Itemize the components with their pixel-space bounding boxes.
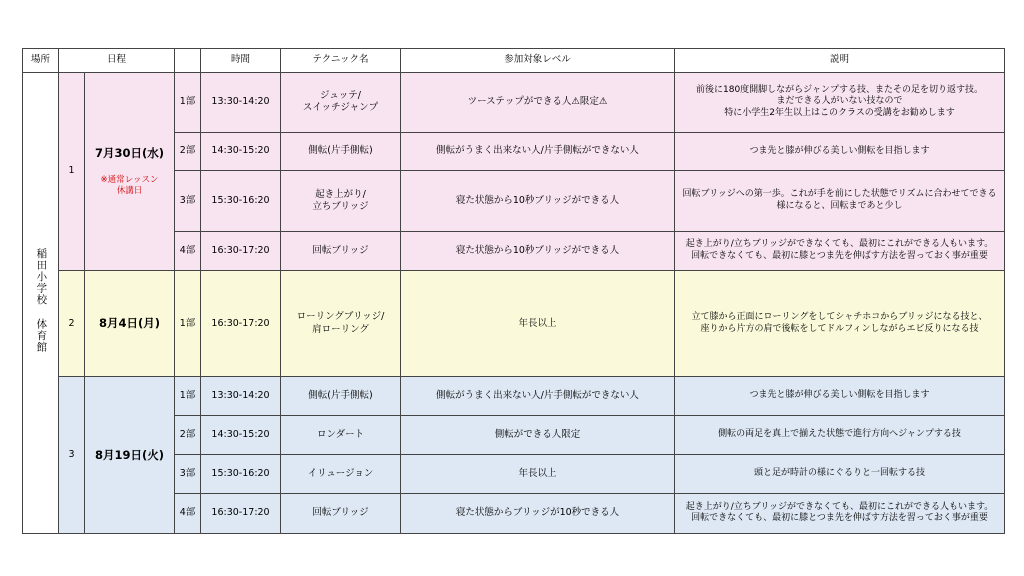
part-cell: 1部	[175, 73, 201, 133]
level-cell: 年長以上	[401, 271, 675, 377]
session-date: 8月19日(火)	[94, 447, 165, 462]
description-cell: 回転ブリッジへの第一歩。これが手を前にした状態でリズムに合わせてできる 様になると、回転まであと少し	[675, 171, 1005, 232]
description-cell: 頭と足が時計の様にぐるりと一回転する技	[675, 455, 1005, 493]
time-cell: 15:30-16:20	[201, 455, 281, 493]
part-cell: 4部	[175, 231, 201, 270]
session-date-cell	[85, 271, 175, 377]
header-venue: 場所	[23, 49, 59, 73]
venue-label: 稲田小学校 体育館	[35, 248, 48, 354]
session-date: 8月4日(月)	[99, 316, 161, 331]
technique-cell: 回転ブリッジ	[281, 493, 401, 534]
description-cell: 前後に180度開脚しながらジャンプする技、またその足を切り返す技。 まだできる人がいない技なので 特に小学生2年生以上はこのクラスの受講をお勧めします	[675, 73, 1005, 133]
schedule-table	[22, 48, 1005, 534]
time-cell: 14:30-15:20	[201, 415, 281, 454]
header-description: 説明	[675, 49, 1005, 73]
technique-cell: ローリングブリッジ/ 肩ローリング	[281, 271, 401, 377]
level-cell: 側転がうまく出来ない人/片手側転ができない人	[401, 377, 675, 415]
technique-cell: ロンダート	[281, 415, 401, 454]
session-number: 3	[59, 377, 85, 534]
header-schedule: 日程	[59, 49, 175, 73]
session-date: 7月30日(水)	[94, 146, 165, 161]
time-cell: 15:30-16:20	[201, 171, 281, 232]
venue-cell	[23, 73, 59, 534]
level-cell: 寝た状態から10秒ブリッジができる人	[401, 171, 675, 232]
session-number: 2	[59, 271, 85, 377]
part-cell: 4部	[175, 493, 201, 534]
session-date-cell	[85, 73, 175, 271]
table-row	[23, 377, 1005, 415]
level-cell: 寝た状態から10秒ブリッジができる人	[401, 231, 675, 270]
header-technique: テクニック名	[281, 49, 401, 73]
description-cell: 立て膝から正面にローリングをしてシャチホコからブリッジになる技と、 座りから片方の肩で後転をしてドルフィンしながらエビ反りになる技	[675, 271, 1005, 377]
description-cell: つま先と膝が伸びる美しい側転を目指します	[675, 377, 1005, 415]
level-cell: 寝た状態からブリッジが10秒できる人	[401, 493, 675, 534]
time-cell: 13:30-14:20	[201, 73, 281, 133]
time-cell: 16:30-17:20	[201, 271, 281, 377]
time-cell: 14:30-15:20	[201, 132, 281, 170]
technique-cell: イリュージョン	[281, 455, 401, 493]
description-cell: 起き上がり/立ちブリッジができなくても、最初にこれができる人もいます。 回転できなくても、最初に膝とつま先を伸ばす方法を習っておく事が重要	[675, 493, 1005, 534]
part-cell: 2部	[175, 415, 201, 454]
technique-cell: 起き上がり/ 立ちブリッジ	[281, 171, 401, 232]
part-cell: 1部	[175, 271, 201, 377]
header-time: 時間	[201, 49, 281, 73]
description-cell: 側転の両足を真上で揃えた状態で進行方向へジャンプする技	[675, 415, 1005, 454]
technique-cell: 回転ブリッジ	[281, 231, 401, 270]
technique-cell: ジュッテ/ スイッチジャンプ	[281, 73, 401, 133]
table-row	[23, 73, 1005, 133]
description-cell: つま先と膝が伸びる美しい側転を目指します	[675, 132, 1005, 170]
level-cell: 側転がうまく出来ない人/片手側転ができない人	[401, 132, 675, 170]
session-number: 1	[59, 73, 85, 271]
part-cell: 3部	[175, 171, 201, 232]
header-part	[175, 49, 201, 73]
level-cell: ツーステップができる人⚠限定⚠	[401, 73, 675, 133]
session-note: ※通常レッスン 休講日	[100, 175, 159, 197]
table-row	[23, 271, 1005, 377]
technique-cell: 側転(片手側転)	[281, 377, 401, 415]
header-level: 参加対象レベル	[401, 49, 675, 73]
part-cell: 2部	[175, 132, 201, 170]
session-date-cell	[85, 377, 175, 534]
level-cell: 側転ができる人限定	[401, 415, 675, 454]
description-cell: 起き上がり/立ちブリッジができなくても、最初にこれができる人もいます。 回転できなくても、最初に膝とつま先を伸ばす方法を習っておく事が重要	[675, 231, 1005, 270]
part-cell: 3部	[175, 455, 201, 493]
time-cell: 16:30-17:20	[201, 493, 281, 534]
time-cell: 13:30-14:20	[201, 377, 281, 415]
time-cell: 16:30-17:20	[201, 231, 281, 270]
header-row	[23, 49, 1005, 73]
part-cell: 1部	[175, 377, 201, 415]
level-cell: 年長以上	[401, 455, 675, 493]
technique-cell: 側転(片手側転)	[281, 132, 401, 170]
